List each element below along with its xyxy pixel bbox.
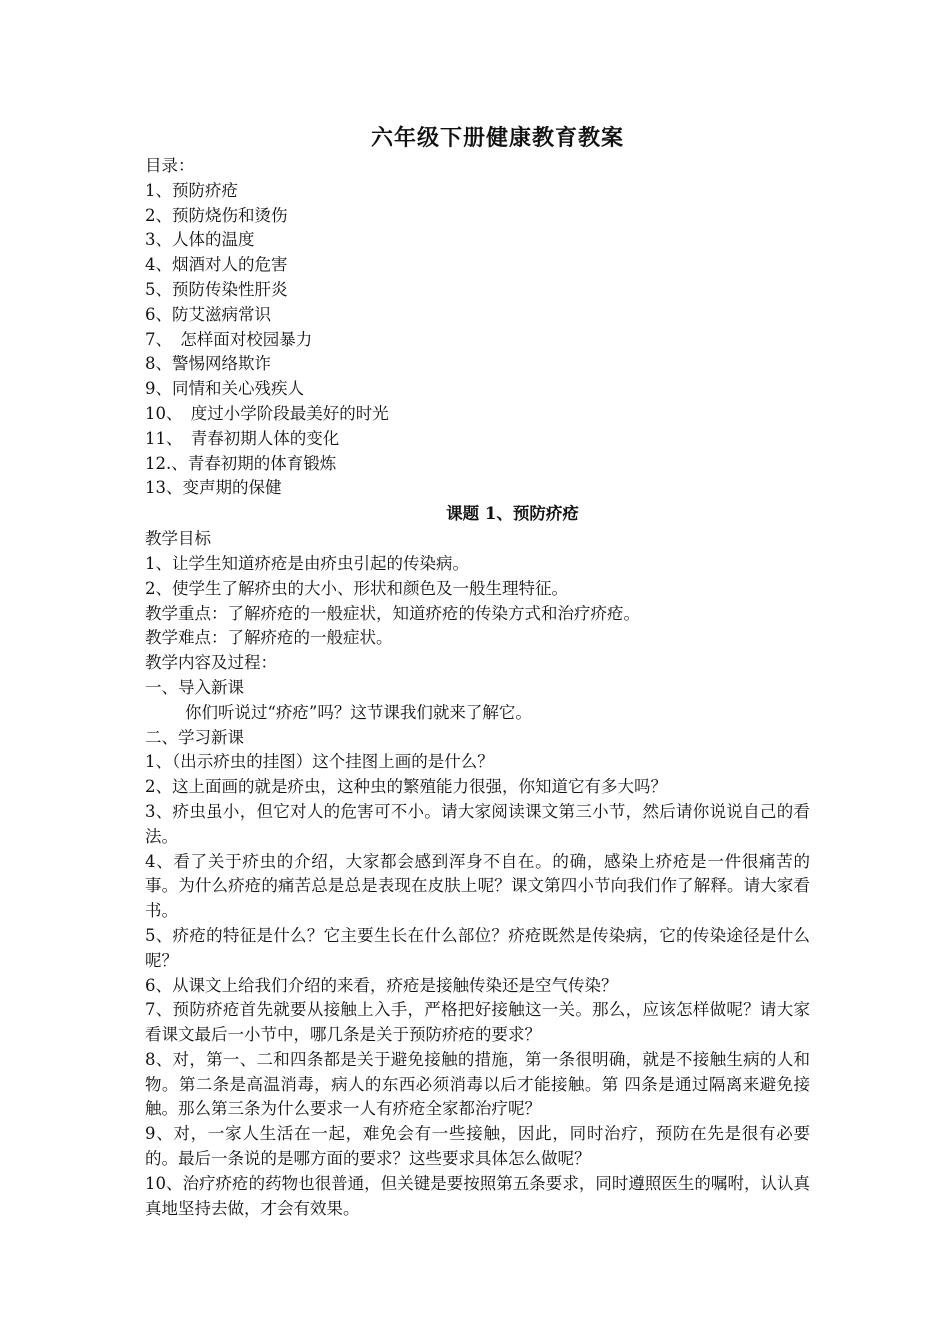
toc-item: 7、 怎样面对校园暴力 <box>145 329 313 349</box>
step-item: 5、疥疮的特征是什么？它主要生长在什么部位？疥疮既然是传染病，它的传染途径是什么呢？ <box>145 925 810 970</box>
toc-item: 9、同情和关心残疾人 <box>145 379 304 399</box>
step-item: 9、对，一家人生活在一起，难免会有一些接触，因此，同时治疗，预防在先是很有必要的。最后一条说的是哪方面的要求？这些要求具体怎么做呢？ <box>145 1124 810 1169</box>
toc-item: 10、 度过小学阶段最美好的时光 <box>145 403 389 423</box>
step-item: 7、预防疥疮首先就要从接触上入手，严格把好接触这一关。那么，应该怎样做呢？请大家看课文最后一小节中，哪几条是关于预防疥疮的要求？ <box>145 1000 810 1045</box>
part1-heading: 一、导入新课 <box>145 677 244 697</box>
toc-heading: 目录： <box>145 156 195 175</box>
key-point: 教学重点：了解疥疮的一般症状，知道疥疮的传染方式和治疗疥疮。 <box>145 603 640 623</box>
toc-item: 6、防艾滋病常识 <box>145 304 271 324</box>
step-item: 4、看了关于疥虫的介绍，大家都会感到浑身不自在。的确，感染上疥疮是一件很痛苦的事。为什么疥疮的痛苦总是总是表现在皮肤上呢？课文第四小节向我们作了解释。请大家看书。 <box>145 851 810 921</box>
step-item: 10、治疗疥疮的药物也很普通，但关键是要按照第五条要求，同时遵照医生的嘱咐，认认真真地坚持去做，才会有效果。 <box>145 1173 810 1218</box>
goals-heading: 教学目标 <box>145 529 211 549</box>
toc-item: 4、烟酒对人的危害 <box>145 255 288 275</box>
step-item: 8、对，第一、二和四条都是关于避免接触的措施，第一条很明确，就是不接触生病的人和物。第二条是高温消毒，病人的东西必须消毒以后才能接触。第 四条是通过隔离来避免接触。那么第三条为什么要求一人有疥疮全家都治疗呢？ <box>145 1049 810 1119</box>
toc-item: 8、警惕网络欺诈 <box>145 354 271 374</box>
process-heading: 教学内容及过程： <box>145 653 277 673</box>
step-item: 1、（出示疥虫的挂图）这个挂图上画的是什么？ <box>145 752 494 772</box>
part1-text: 你们听说过“疥疮”吗？这节课我们就来了解它。 <box>185 702 532 722</box>
difficult-point: 教学难点：了解疥疮的一般症状。 <box>145 628 393 648</box>
toc-item: 3、人体的温度 <box>145 230 255 250</box>
goal-item: 1、让学生知道疥疮是由疥虫引起的传染病。 <box>145 553 469 573</box>
toc-item: 11、 青春初期人体的变化 <box>145 428 340 448</box>
part2-heading: 二、学习新课 <box>145 727 244 747</box>
toc-item: 5、预防传染性肝炎 <box>145 279 288 299</box>
toc-item: 2、预防烧伤和烫伤 <box>145 205 288 225</box>
lesson-title: 课题 1、预防疥疮 <box>446 504 579 524</box>
step-item: 2、这上面画的就是疥虫，这种虫的繁殖能力很强，你知道它有多大吗？ <box>145 777 667 797</box>
step-item: 6、从课文上给我们介绍的来看，疥疮是接触传染还是空气传染？ <box>145 975 618 995</box>
toc-item: 1、预防疥疮 <box>145 180 238 200</box>
toc-item: 12.、青春初期的体育锻炼 <box>145 453 337 473</box>
toc-item: 13、变声期的保健 <box>145 478 282 498</box>
document-title: 六年级下册健康教育教案 <box>370 125 624 151</box>
lesson-section <box>145 501 810 1221</box>
table-of-contents <box>145 154 810 501</box>
document-body <box>145 122 810 1221</box>
step-item: 3、疥虫虽小，但它对人的危害可不小。请大家阅读课文第三小节，然后请你说说自己的看法。 <box>145 801 810 846</box>
goal-item: 2、使学生了解疥虫的大小、形状和颜色及一般生理特征。 <box>145 578 568 598</box>
